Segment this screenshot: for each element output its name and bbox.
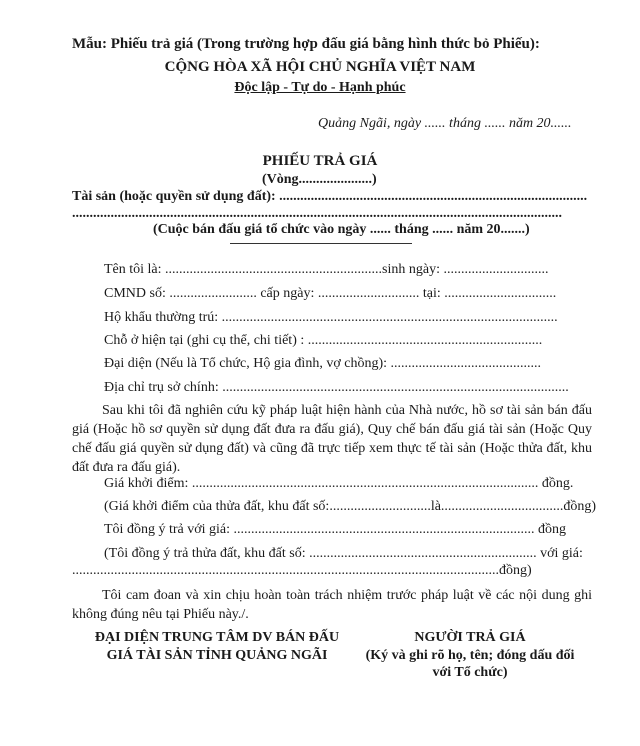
- declaration-paragraph: Sau khi tôi đã nghiên cứu kỹ pháp luật hiện hành của Nhà nước, hồ sơ tài sản bán đấu giá (Hoặc hồ sơ quyền sử dụng đất đưa ra đấu giá), Quy chế bán đấu giá tài sản (Hoặc Quy chế đấu giá quyền sử dụng đất) và cũng đã trực tiếp xem thực tế tài sản (Hoặc thửa đất, khu đất đưa ra đấu giá).: [72, 403, 592, 475]
- field-name: Tên tôi là: ..............................................................sinh ngày: ..............................: [104, 262, 549, 277]
- field-residence: Chỗ ở hiện tại (ghi cụ thể, chi tiết) : ...................................................................: [104, 333, 543, 348]
- nation-header: CỘNG HÒA XÃ HỘI CHỦ NGHĨA VIỆT NAM: [164, 59, 476, 75]
- sign-left-line1: ĐẠI DIỆN TRUNG TÂM DV BÁN ĐẤU: [94, 630, 340, 645]
- start-price-land-line: (Giá khởi điểm của thửa đất, khu đất số:.............................là...................................đồng): [104, 499, 597, 514]
- page-title: PHIẾU TRẢ GIÁ: [262, 153, 378, 169]
- sign-left-line2: GIÁ TÀI SẢN TỈNH QUẢNG NGÃI: [106, 648, 328, 663]
- sign-right-line3: với Tổ chức): [432, 665, 508, 680]
- field-household: Hộ khẩu thường trú: ................................................................................................: [104, 310, 558, 325]
- form-label: Mẫu: Phiếu trả giá (Trong trường hợp đấu giá bằng hình thức bỏ Phiếu):: [72, 36, 540, 52]
- motto: Độc lập - Tự do - Hạnh phúc: [234, 80, 406, 95]
- commitment-paragraph: Tôi cam đoan và xin chịu hoàn toàn trách nhiệm trước pháp luật về các nội dung ghi không đúng nêu tại Phiếu này./.: [72, 588, 592, 622]
- round-line: (Vòng.....................): [262, 172, 377, 187]
- field-hq-address: Địa chỉ trụ sở chính: ...................................................................................................: [104, 380, 569, 395]
- field-id: CMND số: ......................... cấp ngày: ............................. tại: ................................: [104, 286, 557, 301]
- sign-right-line2: (Ký và ghi rõ họ, tên; đóng dấu đối: [365, 648, 575, 663]
- agree-land-end-line: ..........................................................................................................................đồng): [72, 563, 532, 578]
- field-representative: Đại diện (Nếu là Tổ chức, Hộ gia đình, vợ chồng): ...........................................: [104, 356, 541, 371]
- asset-dot-line: ............................................................................................................................................: [72, 206, 562, 221]
- auction-date: (Cuộc bán đấu giá tổ chức vào ngày ...... tháng ...... năm 20.......): [153, 222, 530, 237]
- start-price-line: Giá khởi điểm: ................................................................................................... đồng.: [104, 476, 574, 491]
- divider: [230, 243, 412, 244]
- agree-price-line: Tôi đồng ý trả với giá: ...................................................................................... đồng: [104, 522, 566, 537]
- place-date: Quảng Ngãi, ngày ...... tháng ...... năm 20......: [318, 116, 572, 131]
- agree-land-line: (Tôi đồng ý trả thửa đất, khu đất số: ................................................................. với giá:: [104, 546, 583, 561]
- sign-right-line1: NGƯỜI TRẢ GIÁ: [414, 630, 526, 645]
- asset-line: Tài sản (hoặc quyền sử dụng đất): ........................................................................................: [72, 189, 588, 204]
